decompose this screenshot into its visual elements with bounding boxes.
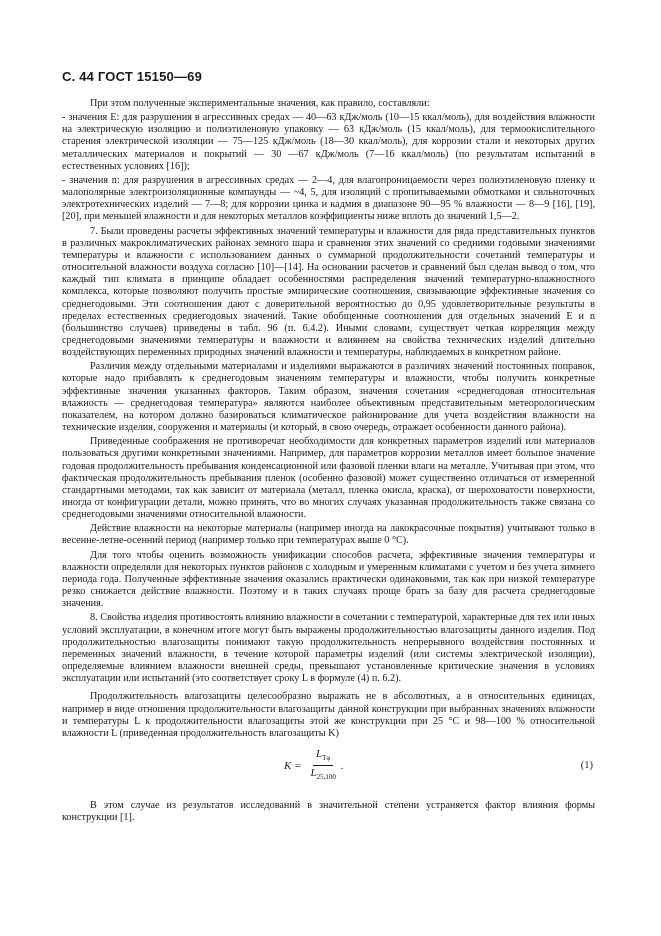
formula-fraction [284, 748, 344, 784]
denominator-symbol: L [310, 767, 317, 780]
paragraph-conclusion: В этом случае из результатов исследований в значительной степени устраняется фактор влияния формы конструкции [1]. [62, 799, 595, 824]
formula-denominator [308, 766, 339, 783]
numerator-symbol: L [315, 747, 323, 760]
formula-suffix: . [340, 759, 344, 772]
paragraph-differences: Различия между отдельными материалами и изделиями выражаются в различиях значений постоянных поправок, которые надо прибавлять к среднегодовым значениям температуры и влажности, чтобы получить конкретные эффективные значения указанных факторов. Таким образом, значения сочетания «среднегодовая относительная влажность — среднегодовая температура» являются наиболее объективным представительным метеорологическим показателем, на котором должно базироваться климатическое районирование для учета воздействия влажности на технические изделия, сооружения и материалы (и который, в свою очередь, отражает особенности данного района). [62, 361, 595, 434]
formula-numerator [313, 748, 333, 766]
denominator-subscript: 25,100 [316, 773, 336, 782]
paragraph-section-7: 7. Были проведены расчеты эффективных значений температуры и влажности для ряда представительных пунктов в различных макроклиматических районах земного шара и сравнения этих значений со средними годовыми значениями температуры и влажности с использованием данных о суммарной продолжительности сочетаний температуры и относительной влажности воздуха согласно [10]—[14]. На основании расчетов и сравнений был сделан вывод о том, что каждый тип климата в принципе обладает особенностями распределения значений температурно-влажностного комплекса, которые позволяют получить простые эмпирические соотношения, связывающие эффективные значения со среднегодовыми. Эти соотношения дают с доверительной вероятностью до 0,95 удовлетворительные результаты в пределах естественных среднегодовых значений. Такие обобщенные соотношения для отдельных значений E и n (большинство случаев) приведены в табл. 96 (п. 6.4.2). Иными словами, существует четкая корреляция между среднегодовыми значениями температуры и влажности и влиянием на свойства технических изделий длительно воздействующих переменных природных значений влажности и температуры, наблюдаемых в конкретном районе. [62, 225, 595, 359]
paragraph-values-n: - значения n: для разрушения в агрессивных средах — 2—4, для влагопроницаемости через полиэтиленовую пленку и малополярные электроизоляционные компаунды — ~4, 5, для изоляций с пропитываемыми обмотками и сильноточных электротехнических изделий — 7—8; для коррозии цинка и кадмия в диапазоне 90—95 % влажности — 8—9 [16], [19], [20], при меньшей влажности и для некоторых металлов коэффициенты ниже вплоть до значений 1,5—2. [62, 174, 595, 223]
fraction-stack [308, 748, 339, 784]
running-header: С. 44 ГОСТ 15150—69 [62, 69, 203, 84]
formula-lhs: K = [284, 759, 302, 772]
paragraph-relative-units: Продолжительность влагозащиты целесообразно выражать не в абсолютных, а в относительных единицах, например в виде отношения продолжительности влагозащиты данной конструкции при выбранных значениях влажности и температуры L к продолжительности влагозащиты этой же конструкции при 25 °С и 98—100 % относительной влажности L (приведенная продолжительность влагозащиты K) [62, 691, 595, 739]
numerator-subscript: Tφ [322, 754, 331, 763]
paragraph-unification: Для того чтобы оценить возможность унификации способов расчета, эффективные значения температуры и влажности определяли для некоторых пунктов районов с холодным и умеренным климатами с учетом и без учета зимнего периода года. Полученные эффективные значения оказались практически одинаковыми, так как при низкой температуре резко снижается действие влажности. Поэтому и в таких случаях проще брать за базу для расчета среднегодовые значения. [62, 549, 595, 610]
paragraph-values-e: - значения E: для разрушения в агрессивных средах — 40—63 кДж/моль (10—15 ккал/моль), для воздействия влажности на электрическую изоляцию и полиэтиленовую упаковку — 63 кДж/моль (15 ккал/моль), для термоокислительного старения электрической изоляции — 75—125 кДж/моль (18—30 ккал/моль), для коррозии стали и некоторых других металлических материалов и покрытий — 30 —67 кДж/моль (7—16 ккал/моль) (по результатам испытаний в естественных условиях [16]); [62, 112, 595, 172]
paragraph-considerations: Приведенные соображения не противоречат необходимости для конкретных параметров изделий или материалов пользоваться другими конкретными значениями. Например, для параметров коррозии металлов имеет большое значение годовая продолжительность пребывания конденсационной или фазовой пленки влаги на металле. Учитывая при этом, что фактическая продолжительность пребывания пленок (особенно фазовой) может существенно отличаться от измеренной стандартными методами, так как зависит от материала (металл, пленка окисла, краска), от шероховатости поверхности, иногда от конфигурации детали, можно принять, что во многих случаях указанная продолжительность также связана со среднегодовыми значениями относительной влажности. [62, 436, 595, 521]
formula-number: (1) [580, 759, 593, 771]
paragraph-section-8: 8. Свойства изделия противостоять влиянию влажности в сочетании с температурой, характерные для тех или иных условий эксплуатации, в конечном итоге могут быть выражены продолжительностью влагозащиты данного изделия. Под продолжительностью влагозащиты понимают такую продолжительность непрерывного воздействия постоянных и переменных значений влажности, в течение которой параметры изделий (или системы электрической изоляции), определяемые влиянием влажности внешней среды, превышают установленные критические значения в условиях эксплуатации или испытаний (это соответствует сроку L в формуле (4) п. 6.2). [62, 612, 595, 685]
formula-1 [62, 744, 595, 794]
paragraph-intro: При этом полученные экспериментальные значения, как правило, составляли: [90, 98, 430, 109]
paragraph-humidity-action: Действие влажности на некоторые материалы (например иногда на лакокрасочные покрытия) учитывают только в весенне-летне-осенний период (например только при температурах выше 0 °С). [62, 523, 595, 547]
document-body [62, 98, 595, 826]
